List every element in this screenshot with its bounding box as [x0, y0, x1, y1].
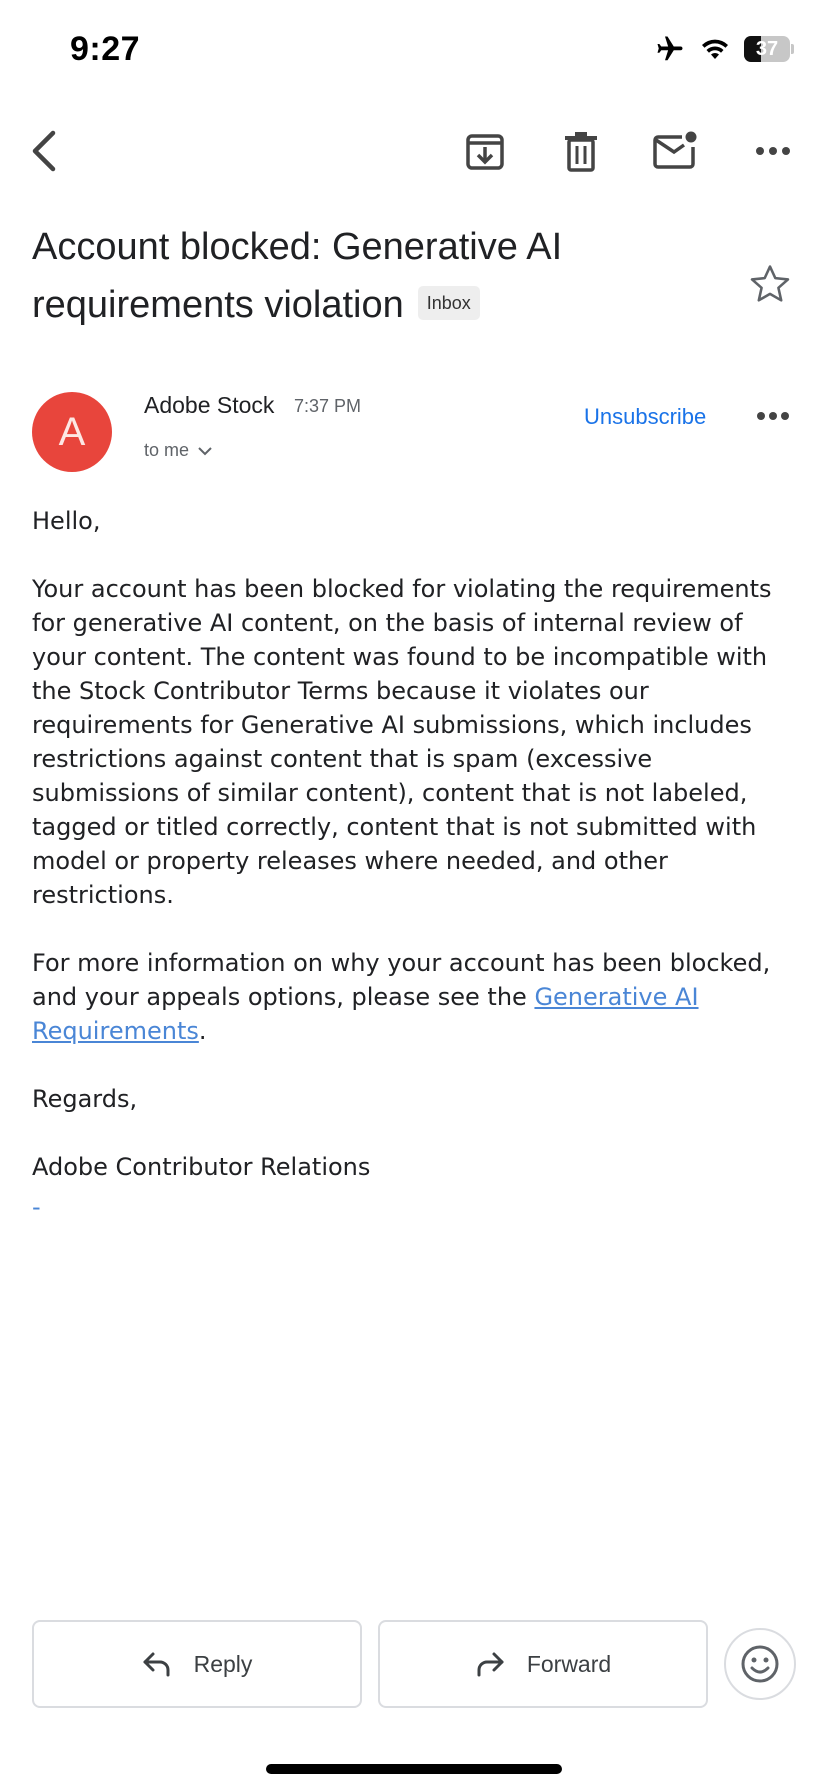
sent-time: 7:37 PM	[294, 396, 362, 416]
email-toolbar	[0, 118, 828, 184]
reply-button[interactable]	[32, 1620, 362, 1708]
generative-ai-requirements-link[interactable]: Generative AI Requirements	[32, 983, 699, 1045]
unsubscribe-link[interactable]: Unsubscribe	[584, 404, 707, 429]
body-paragraph-2: For more information on why your account has been blocked, and your appeals options, please see the Generative AI Requirements.	[32, 949, 771, 1045]
forward-button[interactable]	[378, 1620, 708, 1708]
inbox-label-badge[interactable]: Inbox	[418, 286, 480, 320]
back-button[interactable]	[12, 118, 78, 184]
more-options-button[interactable]	[740, 118, 806, 184]
delete-button[interactable]	[548, 118, 614, 184]
battery-icon	[744, 36, 794, 62]
more-horizontal-icon	[755, 146, 791, 156]
home-indicator[interactable]	[266, 1764, 562, 1774]
recipient-text: to me	[144, 440, 190, 460]
email-subject	[32, 218, 732, 334]
mark-unread-icon	[652, 131, 698, 171]
trash-icon	[563, 130, 599, 172]
more-horizontal-icon	[756, 411, 790, 421]
star-icon	[748, 262, 792, 306]
signature-separator: -	[32, 1193, 41, 1221]
status-time: 9:27	[70, 30, 141, 68]
smiley-icon	[740, 1644, 780, 1684]
sender-name[interactable]: Adobe Stock	[144, 392, 275, 418]
greeting: Hello,	[32, 507, 101, 535]
body-paragraph-1: Your account has been blocked for violating the requirements for generative AI content, on the basis of internal review of your content. The content was found to be incompatible with the Stock Contributor Terms because it violates our requirements for Generative AI submissions, which includes restrictions against content that is spam (excessive submissions of similar content), content that is not labeled, tagged or titled correctly, content that is not submitted with model or property releases where needed, and other restrictions.	[32, 575, 772, 909]
status-icons	[654, 34, 794, 64]
airplane-icon	[654, 34, 686, 64]
message-more-button[interactable]	[748, 396, 798, 436]
subject-text: Account blocked: Generative AI requirements violation	[32, 226, 563, 326]
email-body	[32, 504, 802, 1224]
wifi-icon	[700, 37, 730, 61]
archive-button[interactable]	[452, 118, 518, 184]
archive-icon	[465, 131, 505, 171]
reply-icon	[142, 1651, 172, 1677]
mark-unread-button[interactable]	[642, 118, 708, 184]
sender-avatar[interactable]: A	[32, 392, 112, 472]
status-bar	[0, 0, 828, 100]
back-arrow-icon	[25, 129, 65, 173]
chevron-down-icon	[197, 446, 213, 456]
battery-percentage: 37	[755, 38, 779, 60]
closing: Regards,	[32, 1085, 138, 1113]
recipient-details-toggle[interactable]	[144, 440, 213, 461]
signature: Adobe Contributor Relations	[32, 1153, 371, 1181]
emoji-reaction-button[interactable]	[724, 1628, 796, 1700]
forward-label: Forward	[526, 1650, 612, 1677]
reply-label: Reply	[193, 1650, 253, 1677]
star-button[interactable]	[748, 262, 798, 312]
forward-icon	[475, 1651, 505, 1677]
